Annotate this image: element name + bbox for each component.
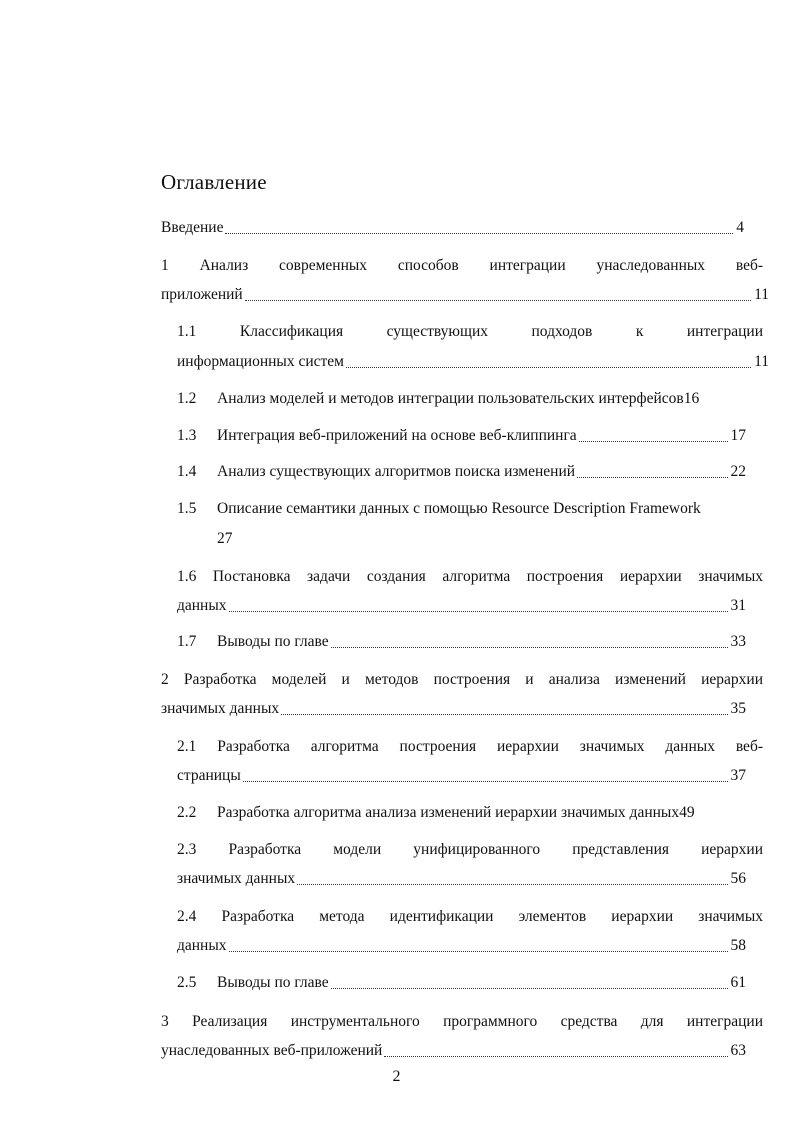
toc-entry-number: 2.1 [177, 738, 197, 755]
leader-dots [229, 950, 728, 952]
toc-entry-2-5[interactable] [177, 973, 746, 993]
toc-entry-ch3-line1[interactable] [161, 1012, 763, 1032]
toc-title: Оглавление [161, 170, 267, 194]
page-number: 2 [392, 1068, 401, 1085]
toc-entry-number: 1.4 [177, 463, 197, 480]
toc-entry-2-4-line1[interactable] [177, 907, 763, 927]
toc-entry-number: 2.4 [177, 908, 197, 925]
toc-entry-page: 49 [679, 804, 695, 821]
toc-entry-number: 1 [161, 257, 169, 274]
toc-entry-number: 1.5 [177, 500, 197, 517]
toc-entry-text: приложений [161, 286, 243, 303]
toc-entry-text: Классификация существующих подходов к интеграции [239, 323, 764, 340]
toc-entry-number: 2.3 [177, 841, 197, 858]
toc-entry-1-4[interactable] [177, 462, 746, 482]
toc-entry-text: Постановка задачи создания алгоритма построения иерархии значимых [212, 568, 764, 585]
leader-dots [229, 610, 728, 612]
leader-dots [331, 646, 728, 648]
toc-entry-text: Выводы по главе [217, 633, 329, 650]
toc-entry-1-5-page[interactable] [217, 529, 233, 549]
toc-entry-1-6-line2[interactable] [177, 596, 746, 616]
toc-entry-ch2-line2[interactable] [161, 699, 746, 719]
toc-entry-text: Разработка моделей и методов построения и анализа изменений иерархии [183, 671, 763, 688]
toc-entry-page: 4 [736, 219, 744, 236]
toc-entry-page: 27 [217, 530, 233, 547]
toc-entry-text: Разработка алгоритма построения иерархии значимых данных веб- [217, 738, 763, 755]
toc-entry-page: 63 [730, 1042, 746, 1059]
toc-entry-text: Реализация инструментального программного средства для интеграции [192, 1013, 763, 1030]
leader-dots [384, 1055, 727, 1057]
leader-dots [245, 299, 751, 301]
toc-entry-2-3-line2[interactable] [177, 869, 746, 889]
toc-entry-page: 61 [730, 974, 746, 991]
leader-dots [297, 883, 727, 885]
toc-entry-page: 17 [730, 427, 746, 444]
toc-entry-page: 16 [683, 390, 700, 407]
toc-entry-1-7[interactable] [177, 632, 746, 652]
toc-entry-text: значимых данных [161, 700, 280, 717]
leader-dots [577, 476, 727, 478]
leader-dots [281, 713, 727, 715]
toc-entry-2-3-line1[interactable] [177, 840, 763, 860]
toc-entry-page: 11 [754, 286, 769, 303]
toc-entry-ch3-line2[interactable] [161, 1041, 746, 1061]
toc-entry-1-2[interactable] [177, 389, 699, 409]
toc-entry-1-6-line1[interactable] [177, 567, 763, 587]
toc-entry-page: 58 [730, 937, 746, 954]
toc-entry-2-4-line2[interactable] [177, 936, 746, 956]
toc-entry-2-1-line1[interactable] [177, 737, 763, 757]
toc-entry-text: Интеграция веб-приложений на основе веб-клиппинга [217, 427, 577, 444]
toc-entry-text: унаследованных веб-приложений [161, 1042, 383, 1059]
toc-entry-text: Разработка модели унифицированного представления иерархии [228, 841, 763, 858]
toc-entry-text: Выводы по главе [217, 974, 329, 991]
leader-dots [579, 440, 728, 442]
leader-dots [331, 987, 728, 989]
toc-entry-2-2[interactable] [177, 803, 695, 823]
toc-entry-text: Введение [161, 219, 224, 236]
toc-entry-text: данных [177, 597, 227, 614]
toc-entry-page: 37 [730, 767, 746, 784]
toc-entry-number: 1.1 [177, 323, 197, 340]
toc-entry-number: 2.5 [177, 974, 197, 991]
leader-dots [346, 366, 751, 368]
toc-entry-number: 2.2 [177, 804, 197, 821]
toc-entry-text: значимых данных [177, 870, 296, 887]
toc-entry-number: 1.3 [177, 427, 197, 444]
toc-entry-text: Анализ существующих алгоритмов поиска изменений [217, 463, 576, 480]
leader-dots [243, 780, 728, 782]
toc-entry-page: 56 [730, 870, 746, 887]
toc-entry-number: 1.7 [177, 633, 197, 650]
toc-entry-text: Разработка алгоритма анализа изменений иерархии значимых данных [217, 804, 680, 821]
toc-entry-ch1-line2[interactable] [161, 285, 769, 305]
toc-entry-page: 31 [730, 597, 746, 614]
toc-entry-ch1-line1[interactable] [161, 256, 763, 276]
toc-entry-1-3[interactable] [177, 426, 746, 446]
toc-entry-text: Анализ моделей и методов интеграции пользовательских интерфейсов [217, 390, 684, 407]
toc-entry-number: 1.6 [177, 568, 197, 585]
toc-entry-number: 3 [161, 1013, 169, 1030]
toc-entry-number: 1.2 [177, 390, 197, 407]
toc-entry-text: данных [177, 937, 227, 954]
toc-entry-page: 33 [730, 633, 746, 650]
toc-entry-intro[interactable] [161, 218, 744, 238]
toc-entry-text: Описание семантики данных с помощью Resource Description Framework [217, 500, 701, 517]
toc-entry-page: 11 [754, 353, 769, 370]
toc-entry-text: информационных систем [177, 353, 344, 370]
toc-entry-1-5[interactable] [177, 499, 701, 519]
toc-entry-text: Анализ современных способов интеграции унаследованных веб- [199, 257, 764, 274]
toc-entry-number: 2 [161, 671, 169, 688]
toc-entry-page: 22 [730, 463, 746, 480]
toc-entry-ch2-line1[interactable] [161, 670, 763, 690]
toc-entry-2-1-line2[interactable] [177, 766, 746, 786]
toc-entry-text: страницы [177, 767, 241, 784]
toc-entry-page: 35 [730, 700, 746, 717]
toc-entry-text: Разработка метода идентификации элементов иерархии значимых [221, 908, 764, 925]
leader-dots [225, 232, 733, 234]
toc-entry-1-1-line2[interactable] [177, 352, 769, 372]
toc-entry-1-1-line1[interactable] [177, 322, 763, 342]
